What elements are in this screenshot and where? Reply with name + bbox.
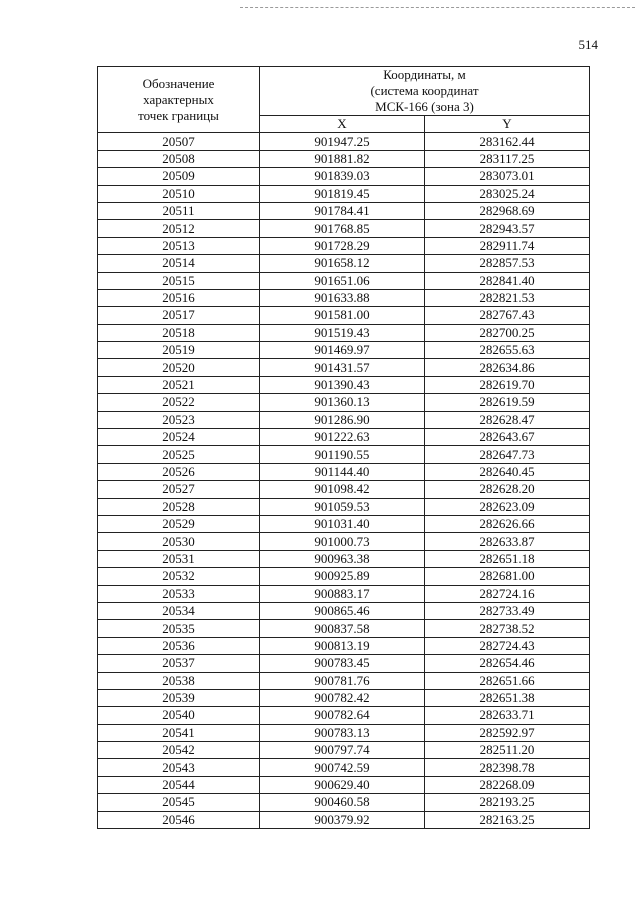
table-row <box>98 185 590 202</box>
header-point-line-3: точек границы <box>138 107 219 123</box>
point-id-cell: 20534 <box>98 602 260 619</box>
point-id-cell: 20535 <box>98 620 260 637</box>
y-coordinate-cell: 282634.86 <box>425 359 590 376</box>
point-id-cell: 20529 <box>98 515 260 532</box>
point-id-cell: 20515 <box>98 272 260 289</box>
point-id-cell: 20537 <box>98 655 260 672</box>
point-id-cell: 20532 <box>98 568 260 585</box>
x-coordinate-cell: 900782.42 <box>260 689 425 706</box>
header-point-line-2: характерных <box>143 91 214 107</box>
point-id-cell: 20509 <box>98 168 260 185</box>
table-row <box>98 811 590 828</box>
y-coordinate-cell: 282724.43 <box>425 637 590 654</box>
header-coords-line-3: МСК-166 (зона 3) <box>375 99 474 114</box>
point-id-cell: 20524 <box>98 429 260 446</box>
y-coordinate-cell: 283162.44 <box>425 133 590 150</box>
y-coordinate-cell: 283073.01 <box>425 168 590 185</box>
y-coordinate-cell: 282643.67 <box>425 429 590 446</box>
table-row <box>98 359 590 376</box>
table-row <box>98 324 590 341</box>
table-row <box>98 672 590 689</box>
x-coordinate-cell: 900963.38 <box>260 550 425 567</box>
point-id-cell: 20508 <box>98 150 260 167</box>
x-coordinate-cell: 900797.74 <box>260 742 425 759</box>
x-coordinate-cell: 901768.85 <box>260 220 425 237</box>
point-id-cell: 20544 <box>98 776 260 793</box>
table-row <box>98 776 590 793</box>
x-coordinate-cell: 901728.29 <box>260 237 425 254</box>
table-row <box>98 307 590 324</box>
point-id-cell: 20512 <box>98 220 260 237</box>
point-id-cell: 20539 <box>98 689 260 706</box>
y-coordinate-cell: 283025.24 <box>425 185 590 202</box>
table-body <box>98 133 590 829</box>
point-id-cell: 20536 <box>98 637 260 654</box>
table-row <box>98 220 590 237</box>
x-coordinate-cell: 900782.64 <box>260 707 425 724</box>
x-coordinate-cell: 901000.73 <box>260 533 425 550</box>
y-coordinate-cell: 282651.66 <box>425 672 590 689</box>
y-coordinate-cell: 282738.52 <box>425 620 590 637</box>
point-id-cell: 20533 <box>98 585 260 602</box>
y-coordinate-cell: 282193.25 <box>425 794 590 811</box>
table-row <box>98 550 590 567</box>
table-row <box>98 602 590 619</box>
y-coordinate-cell: 282655.63 <box>425 342 590 359</box>
x-coordinate-cell: 900925.89 <box>260 568 425 585</box>
y-coordinate-cell: 282724.16 <box>425 585 590 602</box>
x-coordinate-cell: 901098.42 <box>260 481 425 498</box>
x-coordinate-cell: 901286.90 <box>260 411 425 428</box>
x-coordinate-cell: 901947.25 <box>260 133 425 150</box>
x-coordinate-cell: 901881.82 <box>260 150 425 167</box>
table-row <box>98 168 590 185</box>
x-coordinate-cell: 901360.13 <box>260 394 425 411</box>
point-id-cell: 20546 <box>98 811 260 828</box>
x-coordinate-cell: 901222.63 <box>260 429 425 446</box>
x-coordinate-cell: 900629.40 <box>260 776 425 793</box>
page-number: 514 <box>578 37 598 52</box>
x-coordinate-cell: 900783.45 <box>260 655 425 672</box>
x-coordinate-cell: 901819.45 <box>260 185 425 202</box>
y-coordinate-cell: 282654.46 <box>425 655 590 672</box>
header-coords-line-1: Координаты, м <box>383 67 466 82</box>
table-row <box>98 637 590 654</box>
y-coordinate-cell: 282841.40 <box>425 272 590 289</box>
x-coordinate-cell: 901059.53 <box>260 498 425 515</box>
table-row <box>98 481 590 498</box>
point-id-cell: 20510 <box>98 185 260 202</box>
x-coordinate-cell: 900813.19 <box>260 637 425 654</box>
y-coordinate-cell: 282733.49 <box>425 602 590 619</box>
y-coordinate-cell: 283117.25 <box>425 150 590 167</box>
table-row <box>98 411 590 428</box>
y-coordinate-cell: 282398.78 <box>425 759 590 776</box>
x-coordinate-cell: 901390.43 <box>260 376 425 393</box>
table-row <box>98 237 590 254</box>
table-row <box>98 620 590 637</box>
point-id-cell: 20521 <box>98 376 260 393</box>
point-id-cell: 20540 <box>98 707 260 724</box>
table-row <box>98 429 590 446</box>
y-coordinate-cell: 282633.71 <box>425 707 590 724</box>
table-row <box>98 498 590 515</box>
y-coordinate-cell: 282592.97 <box>425 724 590 741</box>
y-coordinate-cell: 282628.20 <box>425 481 590 498</box>
point-id-cell: 20520 <box>98 359 260 376</box>
point-id-cell: 20513 <box>98 237 260 254</box>
y-coordinate-cell: 282163.25 <box>425 811 590 828</box>
table-row <box>98 533 590 550</box>
x-coordinate-cell: 901581.00 <box>260 307 425 324</box>
y-coordinate-cell: 282651.18 <box>425 550 590 567</box>
x-coordinate-cell: 901784.41 <box>260 202 425 219</box>
table-row <box>98 724 590 741</box>
x-coordinate-cell: 900865.46 <box>260 602 425 619</box>
y-coordinate-cell: 282626.66 <box>425 515 590 532</box>
header-coords-line-2: (система координат <box>370 83 479 98</box>
point-id-cell: 20527 <box>98 481 260 498</box>
x-coordinate-cell: 901519.43 <box>260 324 425 341</box>
point-id-cell: 20516 <box>98 289 260 306</box>
table-row <box>98 759 590 776</box>
point-id-cell: 20514 <box>98 255 260 272</box>
x-coordinate-cell: 901190.55 <box>260 446 425 463</box>
point-id-cell: 20517 <box>98 307 260 324</box>
x-coordinate-cell: 901658.12 <box>260 255 425 272</box>
point-id-cell: 20518 <box>98 324 260 341</box>
point-id-cell: 20530 <box>98 533 260 550</box>
point-id-cell: 20531 <box>98 550 260 567</box>
y-coordinate-cell: 282619.59 <box>425 394 590 411</box>
x-coordinate-cell: 901144.40 <box>260 463 425 480</box>
x-coordinate-cell: 900460.58 <box>260 794 425 811</box>
x-coordinate-cell: 900837.58 <box>260 620 425 637</box>
y-coordinate-cell: 282623.09 <box>425 498 590 515</box>
y-coordinate-cell: 282640.45 <box>425 463 590 480</box>
top-dashed-rule <box>240 7 635 8</box>
table-row <box>98 394 590 411</box>
y-coordinate-cell: 282268.09 <box>425 776 590 793</box>
table-row <box>98 272 590 289</box>
table-row <box>98 150 590 167</box>
point-id-cell: 20542 <box>98 742 260 759</box>
x-coordinate-cell: 901839.03 <box>260 168 425 185</box>
table-row <box>98 446 590 463</box>
table-row <box>98 655 590 672</box>
header-point-line-1: Обозначение <box>142 75 215 91</box>
point-id-cell: 20522 <box>98 394 260 411</box>
point-id-cell: 20526 <box>98 463 260 480</box>
table-row <box>98 342 590 359</box>
x-coordinate-cell: 900783.13 <box>260 724 425 741</box>
point-id-cell: 20523 <box>98 411 260 428</box>
y-coordinate-cell: 282700.25 <box>425 324 590 341</box>
header-y: Y <box>425 116 590 133</box>
y-coordinate-cell: 282511.20 <box>425 742 590 759</box>
table-row <box>98 255 590 272</box>
point-id-cell: 20541 <box>98 724 260 741</box>
coordinates-table <box>97 66 590 829</box>
x-coordinate-cell: 900781.76 <box>260 672 425 689</box>
point-id-cell: 20519 <box>98 342 260 359</box>
y-coordinate-cell: 282619.70 <box>425 376 590 393</box>
header-coordinates <box>260 67 590 116</box>
point-id-cell: 20507 <box>98 133 260 150</box>
y-coordinate-cell: 282968.69 <box>425 202 590 219</box>
table-row <box>98 133 590 150</box>
y-coordinate-cell: 282628.47 <box>425 411 590 428</box>
point-id-cell: 20525 <box>98 446 260 463</box>
table-row <box>98 376 590 393</box>
table-row <box>98 515 590 532</box>
table-row <box>98 568 590 585</box>
table-row <box>98 585 590 602</box>
y-coordinate-cell: 282767.43 <box>425 307 590 324</box>
table-row <box>98 689 590 706</box>
y-coordinate-cell: 282651.38 <box>425 689 590 706</box>
table-row <box>98 707 590 724</box>
x-coordinate-cell: 901031.40 <box>260 515 425 532</box>
x-coordinate-cell: 900742.59 <box>260 759 425 776</box>
x-coordinate-cell: 900883.17 <box>260 585 425 602</box>
point-id-cell: 20538 <box>98 672 260 689</box>
header-point-designation <box>98 67 260 133</box>
x-coordinate-cell: 901431.57 <box>260 359 425 376</box>
point-id-cell: 20511 <box>98 202 260 219</box>
y-coordinate-cell: 282857.53 <box>425 255 590 272</box>
x-coordinate-cell: 901633.88 <box>260 289 425 306</box>
table-row <box>98 463 590 480</box>
y-coordinate-cell: 282633.87 <box>425 533 590 550</box>
table-row <box>98 289 590 306</box>
y-coordinate-cell: 282911.74 <box>425 237 590 254</box>
table-row <box>98 794 590 811</box>
y-coordinate-cell: 282647.73 <box>425 446 590 463</box>
point-id-cell: 20545 <box>98 794 260 811</box>
point-id-cell: 20528 <box>98 498 260 515</box>
y-coordinate-cell: 282821.53 <box>425 289 590 306</box>
table-row <box>98 202 590 219</box>
point-id-cell: 20543 <box>98 759 260 776</box>
x-coordinate-cell: 901651.06 <box>260 272 425 289</box>
x-coordinate-cell: 900379.92 <box>260 811 425 828</box>
table-row <box>98 742 590 759</box>
y-coordinate-cell: 282681.00 <box>425 568 590 585</box>
header-x: X <box>260 116 425 133</box>
x-coordinate-cell: 901469.97 <box>260 342 425 359</box>
y-coordinate-cell: 282943.57 <box>425 220 590 237</box>
